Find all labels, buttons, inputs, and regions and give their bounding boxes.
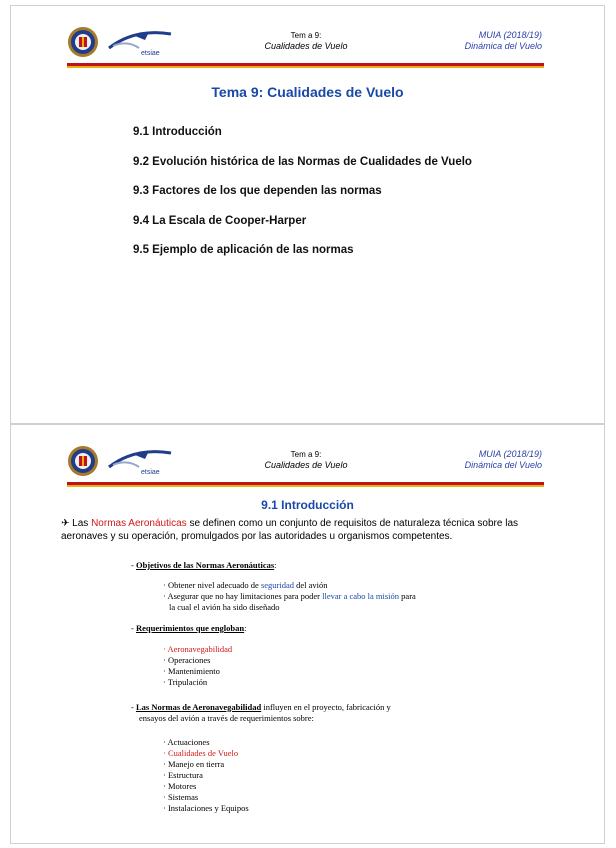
header-topic-number: Tem a 9:: [290, 450, 322, 459]
toc-item: 9.2 Evolución histórica de las Normas de Cualidades de Vuelo: [133, 155, 472, 168]
requirement-item: · Aeronavegabilidad: [163, 644, 233, 654]
toc-item: 9.4 La Escala de Cooper-Harper: [133, 214, 307, 227]
header-divider: [67, 482, 544, 487]
requirement-item: · Tripulación: [163, 677, 208, 687]
toc-item: 9.5 Ejemplo de aplicación de las normas: [133, 244, 354, 256]
requirement-item: · Operaciones: [163, 655, 211, 665]
header-subject: Dinámica del Vuelo: [464, 460, 542, 470]
header-course: [465, 30, 542, 52]
objective-item: · Asegurar que no hay limitaciones para poder llevar a cabo la misión para: [163, 591, 416, 601]
intro-paragraph: [61, 517, 554, 543]
airworthiness-item: · Manejo en tierra: [163, 759, 225, 769]
upm-crest-logo: [67, 445, 99, 477]
intro-highlight: Normas Aeronáuticas: [91, 518, 187, 529]
toc-item: 9.3 Factores de los que dependen las normas: [133, 185, 382, 197]
slide-1-title: Tema 9: Cualidades de Vuelo: [211, 84, 404, 100]
airplane-icon: ✈: [61, 518, 70, 529]
slide-1: [10, 5, 605, 424]
objective-item-continuation: la cual el avión ha sido diseñado: [169, 602, 280, 612]
header-topic-title: Cualidades de Vuelo: [264, 460, 348, 470]
toc-item: 9.1 Introducción: [133, 126, 222, 138]
intro-text: se definen como un conjunto de requisitos de naturaleza técnica sobre las aeronaves y su operación, promulgados por las autoridades u organismos competentes.: [61, 518, 519, 542]
objective-item: · Obtener nivel adecuado de seguridad del avión: [163, 580, 328, 590]
header-course-year: MUIA (2018/19): [478, 449, 542, 459]
header-divider: [67, 63, 544, 68]
airworthiness-item: · Instalaciones y Equipos: [163, 803, 249, 813]
table-of-contents: [133, 126, 472, 274]
slide-2-title: 9.1 Introducción: [261, 498, 354, 512]
airworthiness-item: · Actuaciones: [163, 737, 210, 747]
airworthiness-section: [131, 702, 391, 814]
header-course: [465, 449, 542, 471]
airworthiness-continuation: ensayos del avión a través de requerimientos sobre:: [139, 713, 314, 723]
logo-text: etsiae: [141, 469, 160, 476]
upm-crest-logo: [67, 26, 99, 58]
header-topic: [241, 449, 371, 471]
header-subject: Dinámica del Vuelo: [464, 41, 542, 51]
etsiae-plane-logo: [105, 26, 175, 58]
requirements-section: [131, 623, 247, 688]
slide-2: [10, 424, 605, 844]
requirements-heading: - Requerimientos que engloban:: [131, 623, 247, 633]
objectives-section: [131, 560, 416, 613]
intro-text: Las: [69, 518, 92, 529]
airworthiness-item: · Motores: [163, 781, 197, 791]
logo-text: etsiae: [141, 50, 160, 57]
airworthiness-item: · Estructura: [163, 770, 203, 780]
header-topic-title: Cualidades de Vuelo: [264, 41, 348, 51]
etsiae-plane-logo: [105, 445, 175, 477]
airworthiness-item: · Cualidades de Vuelo: [163, 748, 239, 758]
header-topic-number: Tem a 9:: [290, 31, 322, 40]
header-topic: [241, 30, 371, 52]
requirement-item: · Mantenimiento: [163, 666, 220, 676]
header-course-year: MUIA (2018/19): [478, 30, 542, 40]
airworthiness-heading: - Las Normas de Aeronavegabilidad influyen en el proyecto, fabricación y: [131, 702, 391, 712]
airworthiness-item: · Sistemas: [163, 792, 199, 802]
objectives-heading: - Objetivos de las Normas Aeronáuticas:: [131, 560, 277, 570]
